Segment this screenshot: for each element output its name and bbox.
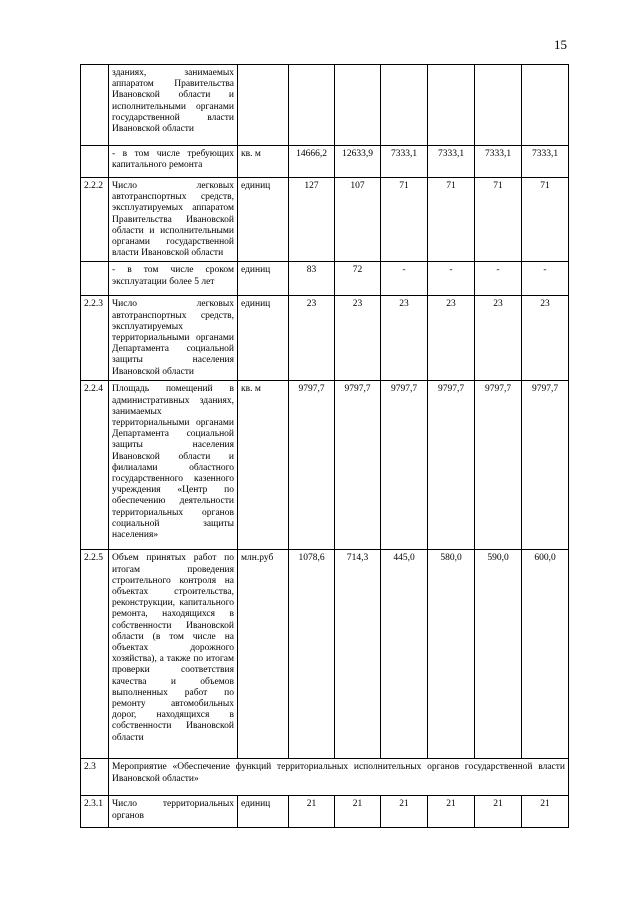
indicator-name: зданиях, занимаемых аппаратом Правительства Ивановской области и исполнительными органами государственной власти Ивановской области	[109, 65, 238, 146]
page-number: 15	[554, 37, 567, 52]
value-cell: 23	[522, 296, 569, 381]
value-cell	[381, 65, 428, 146]
indicator-name: Число легковых автотранспортных средств, эксплуатируемых территориальными органами Департамента социальной защиты населения Ивановской области	[109, 296, 238, 381]
value-cell: 9797,7	[289, 381, 335, 550]
value-cell: 71	[381, 178, 428, 262]
table-row	[81, 796, 569, 828]
unit-cell: единиц	[238, 178, 289, 262]
value-cell: 7333,1	[522, 146, 569, 178]
indicators-table	[80, 64, 569, 828]
row-number: 2.2.3	[81, 296, 109, 381]
indicator-name: - в том числе сроком эксплуатации более 5 лет	[109, 262, 238, 296]
row-number	[81, 262, 109, 296]
value-cell: 83	[289, 262, 335, 296]
row-number	[81, 65, 109, 146]
value-cell: 9797,7	[381, 381, 428, 550]
value-cell	[522, 65, 569, 146]
value-cell: 71	[428, 178, 475, 262]
value-cell: 9797,7	[428, 381, 475, 550]
value-cell: 7333,1	[475, 146, 522, 178]
value-cell: 21	[335, 796, 381, 828]
table-row	[81, 146, 569, 178]
value-cell: 9797,7	[475, 381, 522, 550]
row-number: 2.3.1	[81, 796, 109, 828]
value-cell: 23	[475, 296, 522, 381]
value-cell: 714,3	[335, 550, 381, 759]
unit-cell: кв. м	[238, 146, 289, 178]
table-row	[81, 296, 569, 381]
value-cell: 21	[475, 796, 522, 828]
table-row	[81, 178, 569, 262]
value-cell: 590,0	[475, 550, 522, 759]
value-cell: 580,0	[428, 550, 475, 759]
value-cell: 23	[335, 296, 381, 381]
value-cell	[475, 65, 522, 146]
value-cell: 21	[381, 796, 428, 828]
value-cell: 9797,7	[335, 381, 381, 550]
value-cell: 71	[522, 178, 569, 262]
value-cell: 12633,9	[335, 146, 381, 178]
table-row	[81, 65, 569, 146]
value-cell: 23	[428, 296, 475, 381]
event-title: Мероприятие «Обеспечение функций территориальных исполнительных органов государственной власти Ивановской области»	[109, 759, 569, 796]
row-number: 2.2.5	[81, 550, 109, 759]
row-number	[81, 146, 109, 178]
indicator-name: Объем принятых работ по итогам проведения строительного контроля на объектах строительства, реконструкции, капитального ремонта, находящихся в собственности Ивановской области (в том числе на объектах дорожного хозяйства), а также по итогам проверки соответствия качества и объемов выполненных работ по ремонту автомобильных дорог, находящихся в собственности Ивановской области	[109, 550, 238, 759]
value-cell: 23	[289, 296, 335, 381]
value-cell: -	[475, 262, 522, 296]
value-cell: -	[522, 262, 569, 296]
value-cell	[428, 65, 475, 146]
value-cell: 72	[335, 262, 381, 296]
unit-cell: кв. м	[238, 381, 289, 550]
row-number: 2.2.4	[81, 381, 109, 550]
value-cell: 14666,2	[289, 146, 335, 178]
indicator-name: Число легковых автотранспортных средств, эксплуатируемых аппаратом Правительства Ивановской области и исполнительными органами государственной власти Ивановской области	[109, 178, 238, 262]
indicator-name: Площадь помещений в административных зданиях, занимаемых территориальными органами Департамента социальной защиты населения Ивановской области и филиалами областного государственного казенного учреждения «Центр по обеспечению деятельности территориальных органов социальной защиты населения»	[109, 381, 238, 550]
value-cell: 9797,7	[522, 381, 569, 550]
value-cell	[335, 65, 381, 146]
indicator-name: Число территориальных органов	[109, 796, 238, 828]
value-cell: 445,0	[381, 550, 428, 759]
indicator-name: - в том числе требующих капитального ремонта	[109, 146, 238, 178]
value-cell: 1078,6	[289, 550, 335, 759]
table-row	[81, 550, 569, 759]
unit-cell: единиц	[238, 262, 289, 296]
value-cell: 71	[475, 178, 522, 262]
unit-cell: единиц	[238, 796, 289, 828]
value-cell: 23	[381, 296, 428, 381]
table-row	[81, 381, 569, 550]
unit-cell: млн.руб	[238, 550, 289, 759]
row-number: 2.2.2	[81, 178, 109, 262]
row-number: 2.3	[81, 759, 109, 796]
value-cell: 600,0	[522, 550, 569, 759]
value-cell: 21	[289, 796, 335, 828]
unit-cell: единиц	[238, 296, 289, 381]
value-cell: 127	[289, 178, 335, 262]
value-cell: 7333,1	[381, 146, 428, 178]
table-row	[81, 262, 569, 296]
value-cell: -	[381, 262, 428, 296]
value-cell: -	[428, 262, 475, 296]
value-cell: 107	[335, 178, 381, 262]
unit-cell	[238, 65, 289, 146]
value-cell	[289, 65, 335, 146]
value-cell: 21	[522, 796, 569, 828]
value-cell: 21	[428, 796, 475, 828]
value-cell: 7333,1	[428, 146, 475, 178]
event-row	[81, 759, 569, 796]
